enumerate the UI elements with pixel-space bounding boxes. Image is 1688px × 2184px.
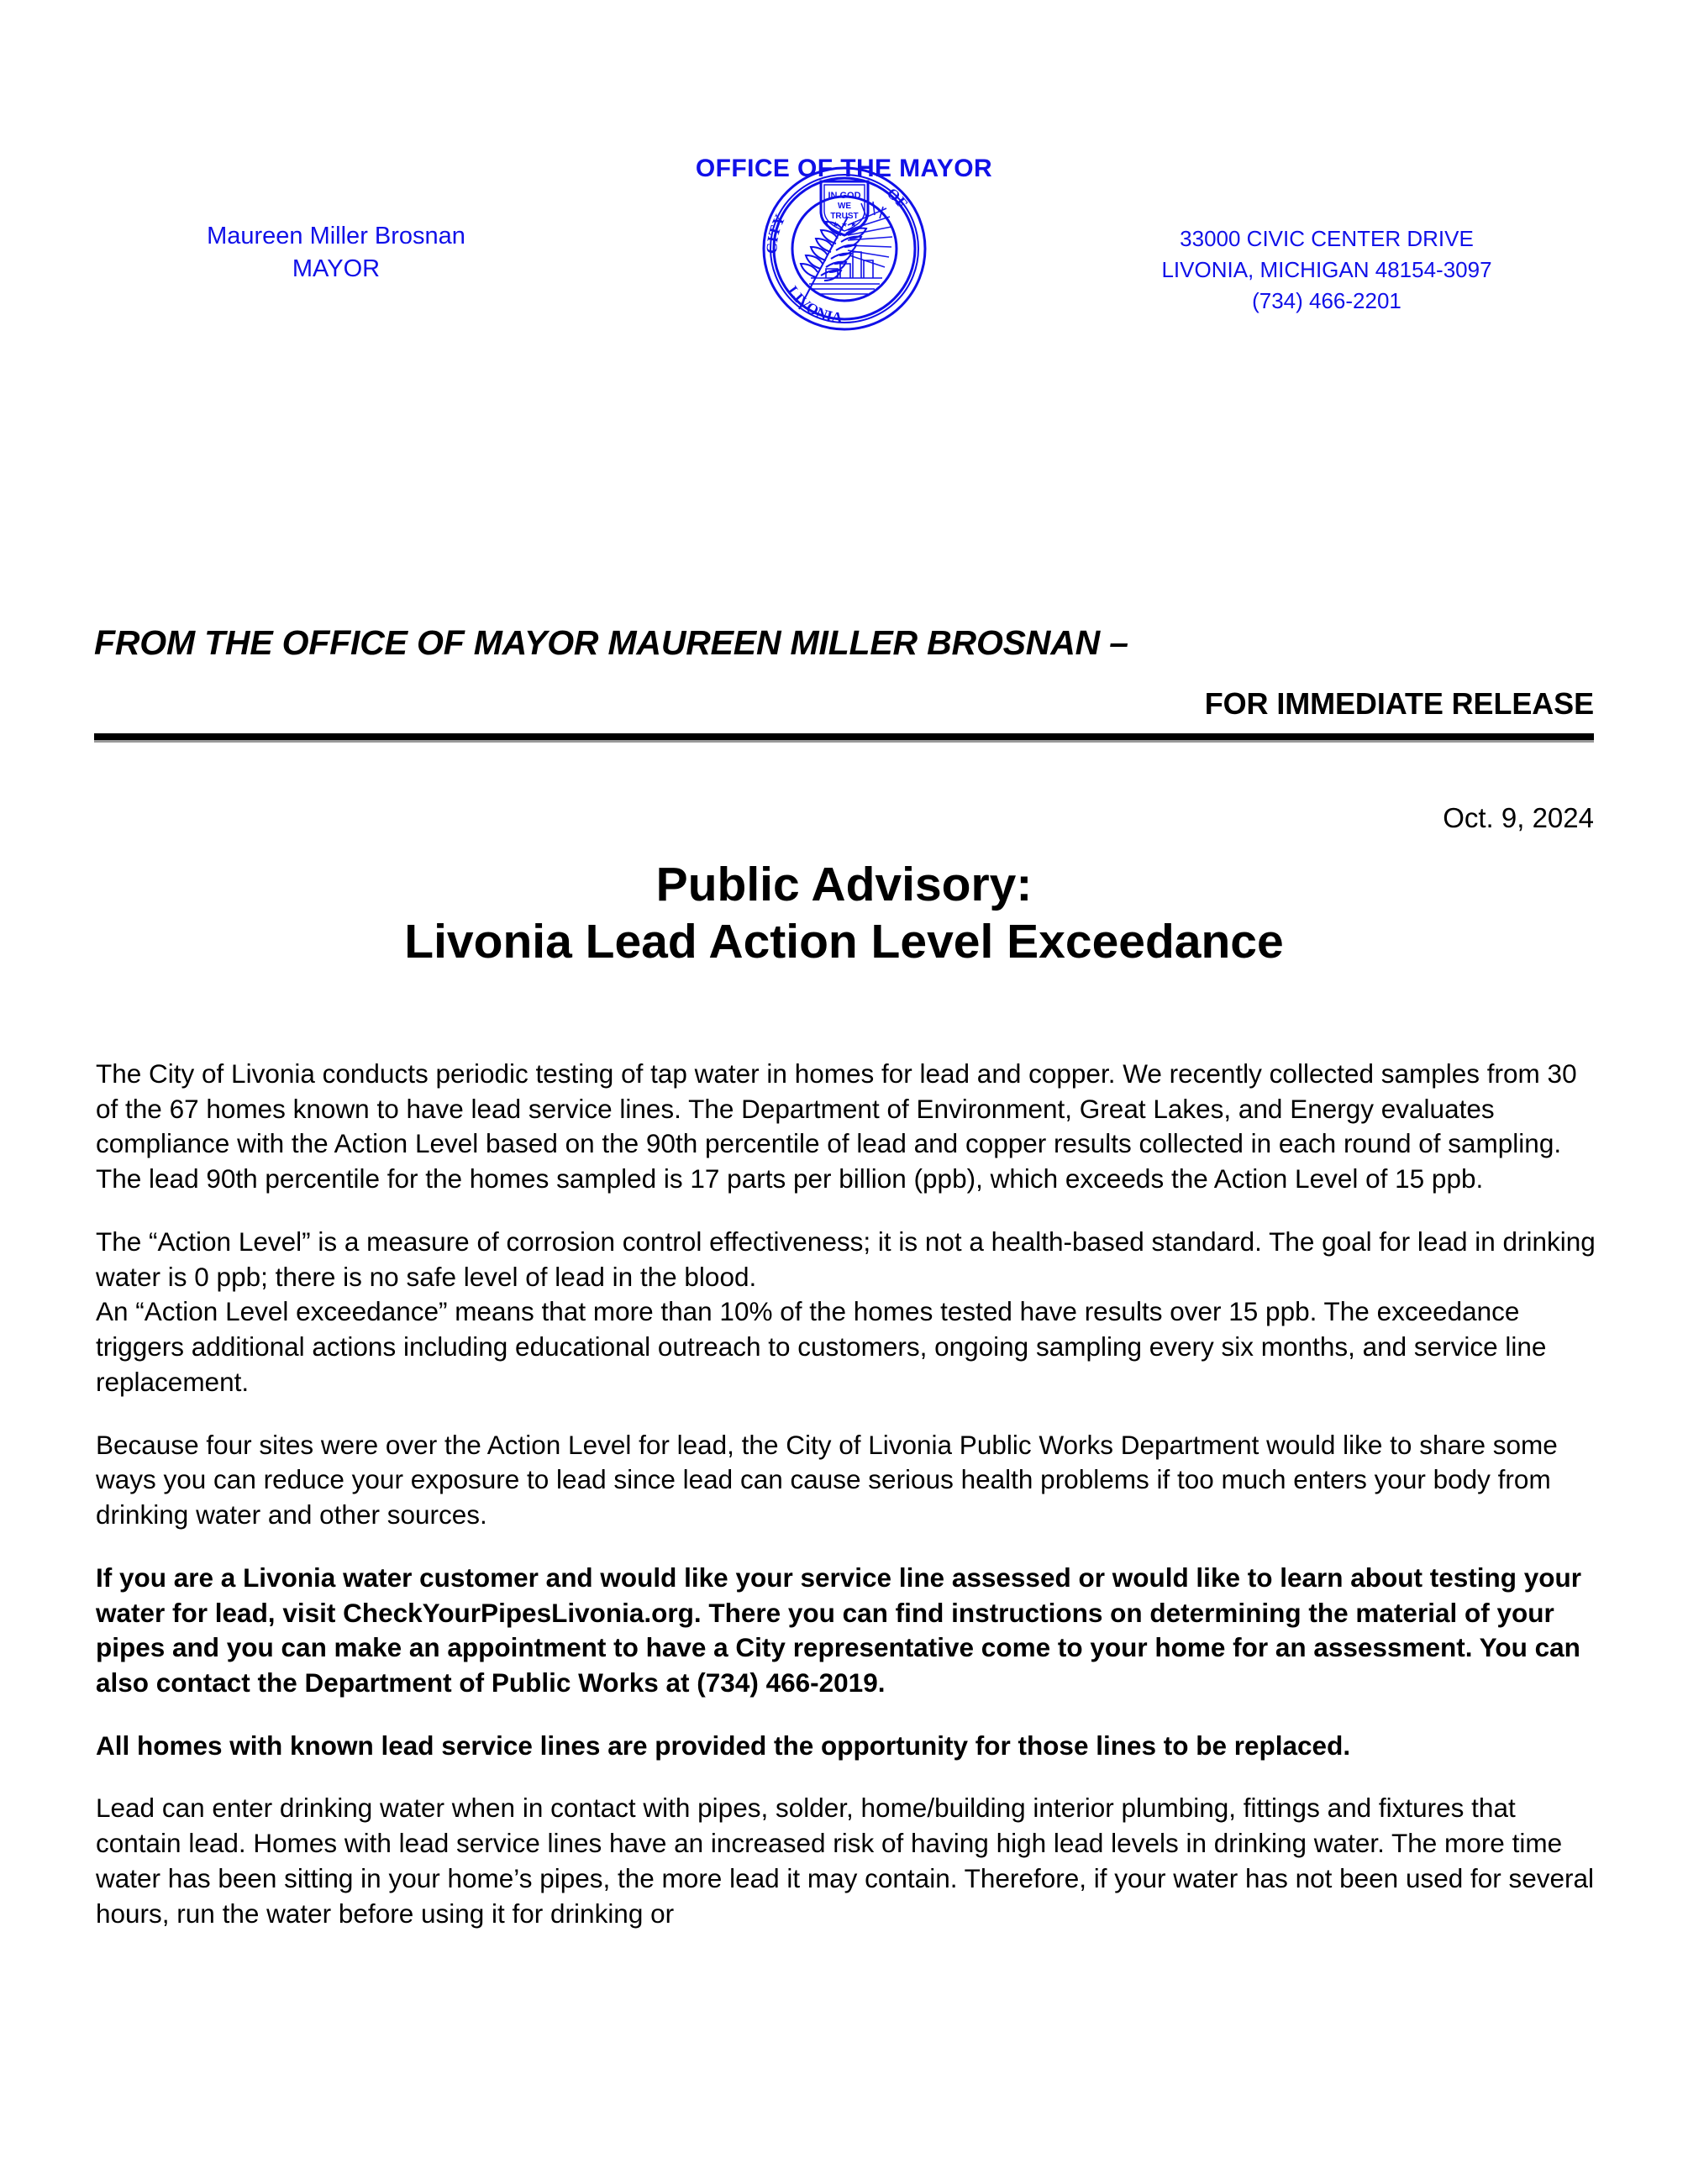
- paragraph-service-line-assessment: If you are a Livonia water customer and would like your service line assessed or would like to learn about testing your water for lead, visit CheckYourPipesLivonia.org. There you can find instructions on determining the material of your pipes and you can make an appointment to have a City representative come to your home for an assessment. You can also contact the Department of Public Works at (734) 466-2019.: [96, 1562, 1581, 1698]
- city-of-livonia-seal-icon: [760, 165, 928, 333]
- svg-text:CITY: CITY: [762, 212, 788, 255]
- body-copy: [96, 1057, 1596, 1959]
- paragraph-exceedance-definition: An “Action Level exceedance” means that more than 10% of the homes tested have results over 15 ppb. The exceedance triggers additional actions including educational outreach to customers, ongoing sampling every six months, and service line replacement.: [96, 1296, 1547, 1397]
- office-of-the-mayor-title: OFFICE OF THE MAYOR: [695, 155, 993, 182]
- svg-text:LIVONIA: LIVONIA: [783, 282, 844, 327]
- paragraph-action-level-definition: The “Action Level” is a measure of corrosion control effectiveness; it is not a health-based standard. The goal for lead in drinking water is 0 ppb; there is no safe level of lead in the blood.: [96, 1226, 1596, 1292]
- from-office-line: FROM THE OFFICE OF MAYOR MAUREEN MILLER BROSNAN –: [94, 623, 1128, 662]
- svg-text:★ ★ ★: ★ ★ ★: [831, 220, 857, 228]
- svg-text:IN GOD: IN GOD: [827, 191, 861, 201]
- page-title-line-1: Public Advisory:: [655, 858, 1033, 911]
- page-title: [0, 857, 1688, 971]
- svg-text:WE: WE: [837, 202, 851, 211]
- paragraph-replacement-opportunity: All homes with known lead service lines are provided the opportunity for those lines to be replaced.: [96, 1730, 1351, 1761]
- address-line-2: LIVONIA, MICHIGAN 48154-3097: [1161, 256, 1492, 282]
- header-divider: [94, 733, 1594, 743]
- address-line-1: 33000 CIVIC CENTER DRIVE: [1180, 226, 1474, 251]
- release-date: Oct. 9, 2024: [1443, 802, 1594, 833]
- page-title-line-2: Livonia Lead Action Level Exceedance: [404, 914, 1284, 969]
- mayor-role: MAYOR: [292, 255, 381, 282]
- letterhead: [0, 0, 1688, 588]
- svg-text:OF: OF: [883, 184, 911, 212]
- mayor-name: Maureen Miller Brosnan: [207, 223, 465, 249]
- release-header: [94, 623, 1594, 743]
- mayor-identity-block: [151, 220, 521, 286]
- paragraph-how-lead-enters-water: Lead can enter drinking water when in contact with pipes, solder, home/building interior plumbing, fittings and fixtures that contain lead. Homes with lead service lines have an increased risk of having high lead levels in drinking water. The more time water has been sitting in your home’s pipes, the more lead it may contain. Therefore, if your water has not been used for several hours, run the water before using it for drinking or: [96, 1793, 1595, 1929]
- phone-number: (734) 466-2201: [1252, 287, 1401, 313]
- paragraph-sampling-results: The City of Livonia conducts periodic testing of tap water in homes for lead and copper. We recently collected samples from 30 of the 67 homes known to have lead service lines. The Department of Environment, Great Lakes, and Energy evaluates compliance with the Action Level based on the 90th percentile of lead and copper results collected in each round of sampling. The lead 90th percentile for the homes sampled is 17 parts per billion (ppb), which exceeds the Action Level of 15 ppb.: [96, 1058, 1577, 1194]
- svg-text:TRUST: TRUST: [829, 212, 859, 221]
- paragraph-exposure-reduction: Because four sites were over the Action Level for lead, the City of Livonia Public Works Department would like to share some ways you can reduce your exposure to lead since lead can cause serious health problems if too much enters your body from drinking water and other sources.: [96, 1429, 1558, 1530]
- for-immediate-release-line: FOR IMMEDIATE RELEASE: [1204, 686, 1594, 721]
- address-block: [1091, 223, 1562, 317]
